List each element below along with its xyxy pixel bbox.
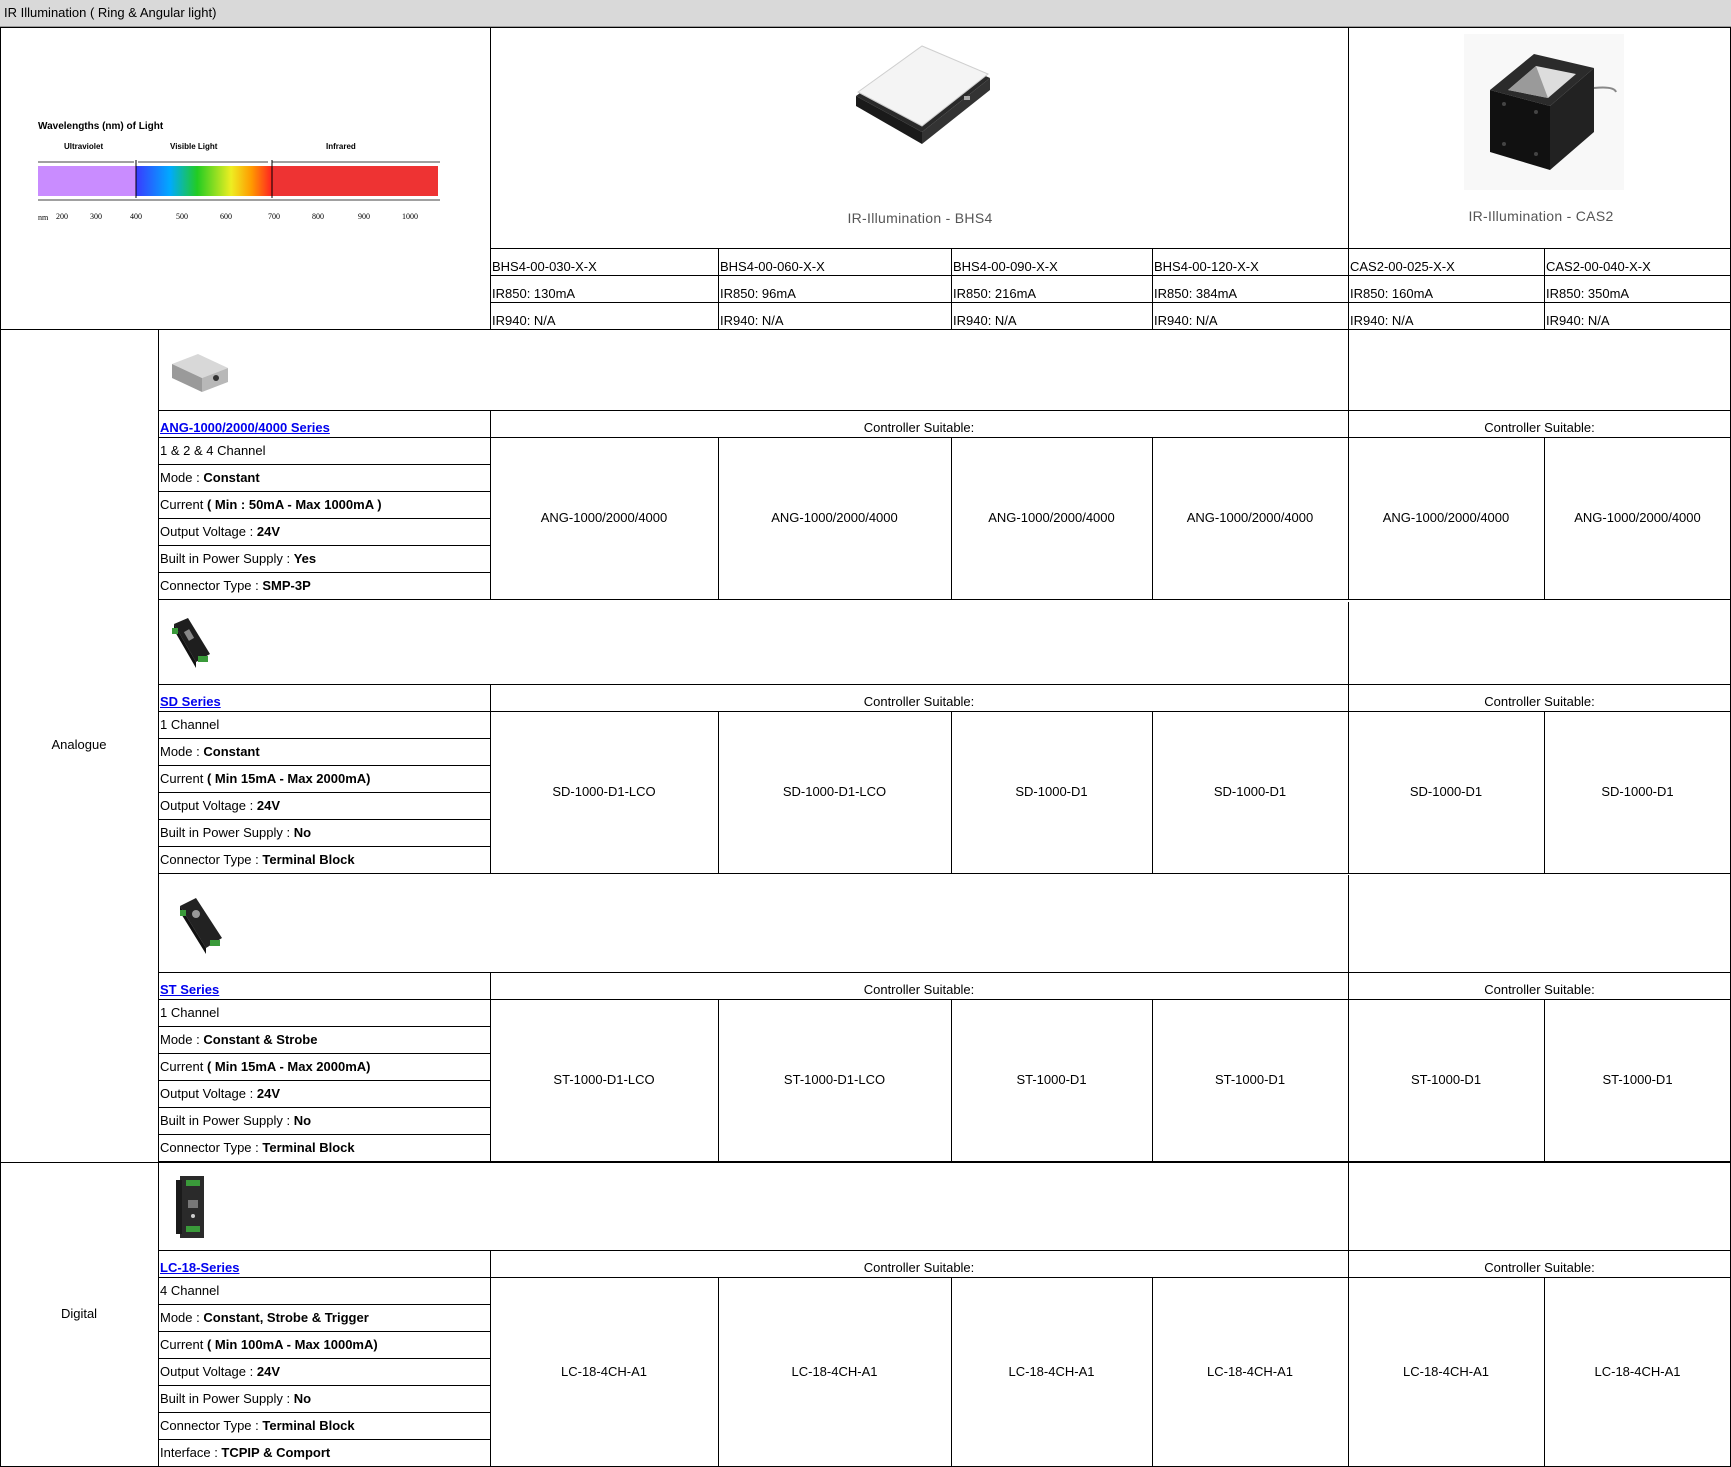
suitable-controller: ANG-1000/2000/4000	[1382, 510, 1510, 525]
grid-line	[158, 738, 490, 739]
spec-label: Output Voltage :	[160, 798, 257, 813]
spec-label: Current	[160, 771, 207, 786]
grid-line	[1348, 875, 1349, 999]
grid-line	[158, 846, 490, 847]
suitable-controller: LC-18-4CH-A1	[561, 1363, 647, 1379]
suitable-controller: SD-1000-D1	[1601, 784, 1674, 799]
controller-suitable-label: Controller Suitable:	[863, 1260, 975, 1275]
spec-value: No	[293, 1113, 312, 1128]
wavelength-spectrum	[30, 112, 450, 232]
spec-row	[160, 497, 382, 513]
grid-line	[158, 1277, 1731, 1278]
grid-line	[490, 972, 491, 1161]
grid-line	[1152, 437, 1153, 599]
spec-value: No	[293, 825, 312, 840]
spec-label: Output Voltage :	[160, 1364, 257, 1379]
grid-line	[158, 572, 490, 573]
series-link[interactable]: SD Series	[160, 694, 221, 709]
tick-label: 800	[312, 212, 324, 221]
grid-line	[951, 248, 952, 329]
controller-suitable-label: Controller Suitable:	[863, 420, 975, 435]
suitable-controller: ANG-1000/2000/4000	[988, 510, 1115, 525]
spec-label: 1 & 2 & 4 Channel	[160, 443, 266, 458]
spec-row	[160, 744, 260, 760]
cas2-product-image	[1464, 34, 1624, 190]
spec-label: Connector Type :	[160, 578, 263, 593]
suitable-controller: SD-1000-D1	[1409, 784, 1483, 799]
spec-value: Terminal Block	[262, 1418, 355, 1433]
grid-line	[1348, 1277, 1349, 1466]
cas2-caption: IR-Illumination - CAS2	[1468, 208, 1614, 224]
grid-line	[158, 1385, 490, 1386]
grid-line	[1544, 711, 1545, 873]
model-ir940: IR940: N/A	[1350, 313, 1414, 328]
grid-line	[718, 711, 719, 873]
spec-row	[160, 1364, 280, 1380]
grid-line	[158, 972, 1731, 973]
grid-line	[158, 1439, 490, 1440]
controller-suitable-label: Controller Suitable:	[1484, 982, 1595, 997]
grid-line	[0, 27, 1, 1467]
grid-line	[158, 1134, 490, 1135]
model-ir850: IR850: 130mA	[492, 286, 576, 301]
grid-line	[1348, 711, 1349, 873]
spec-row	[160, 1310, 369, 1326]
spec-label: Current	[160, 1059, 207, 1074]
spec-value: Terminal Block	[262, 1140, 355, 1155]
suitable-controller: LC-18-4CH-A1	[1403, 1363, 1489, 1379]
spec-row	[160, 1113, 311, 1129]
spec-row	[160, 771, 370, 787]
model-ir940: IR940: N/A	[492, 313, 556, 328]
tick-label: 700	[268, 212, 280, 221]
suitable-controller: LC-18-4CH-A1	[1207, 1363, 1293, 1379]
spec-label: 1 Channel	[160, 1005, 220, 1020]
grid-line	[718, 999, 719, 1161]
model-ir940: IR940: N/A	[1154, 313, 1218, 328]
spec-label: Built in Power Supply :	[160, 825, 294, 840]
grid-line	[158, 999, 1731, 1000]
suitable-controller: SD-1000-D1-LCO	[782, 784, 887, 799]
spec-label: Current	[160, 1337, 207, 1352]
spec-row	[160, 717, 219, 733]
grid-line	[158, 1107, 490, 1108]
model-ir940: IR940: N/A	[720, 313, 784, 328]
grid-line	[1152, 248, 1153, 329]
spec-label: Interface :	[160, 1445, 222, 1460]
grid-line	[718, 1277, 719, 1466]
spec-row	[160, 852, 355, 868]
ang-controller-image	[168, 350, 232, 396]
spectrum-heading: Wavelengths (nm) of Light	[38, 121, 164, 132]
spec-label: Connector Type :	[160, 1418, 263, 1433]
spec-row	[160, 798, 280, 814]
grid-line	[158, 765, 490, 766]
suitable-controller: SD-1000-D1	[1015, 784, 1088, 799]
spec-row	[160, 1059, 370, 1075]
suitable-controller: LC-18-4CH-A1	[1594, 1363, 1681, 1379]
model-name: BHS4-00-060-X-X	[720, 259, 825, 274]
spec-row	[160, 825, 311, 841]
spec-value: 24V	[256, 1364, 280, 1379]
series-link[interactable]: ST Series	[160, 982, 220, 997]
model-ir850: IR850: 216mA	[953, 286, 1037, 301]
grid-line	[0, 27, 1731, 28]
st-controller-image	[174, 894, 228, 956]
spec-value: ( Min 15mA - Max 2000mA)	[206, 771, 371, 786]
tick-label: 1000	[402, 212, 418, 221]
spec-value: Yes	[293, 551, 317, 566]
spec-row	[160, 443, 266, 459]
grid-line	[1544, 999, 1545, 1161]
tick-label: 300	[90, 212, 102, 221]
spec-row	[160, 1283, 219, 1299]
grid-line	[158, 1080, 490, 1081]
grid-line	[1544, 437, 1545, 599]
spec-row	[160, 524, 280, 540]
spec-value: Constant	[203, 470, 260, 485]
model-ir850: IR850: 160mA	[1350, 286, 1434, 301]
controller-suitable-label: Controller Suitable:	[1484, 420, 1595, 435]
grid-line	[1152, 999, 1153, 1161]
grid-line	[490, 27, 491, 329]
spec-value: Terminal Block	[262, 852, 355, 867]
model-name: CAS2-00-025-X-X	[1350, 259, 1455, 274]
spec-label: 4 Channel	[160, 1283, 220, 1298]
controller-suitable-label: Controller Suitable:	[863, 982, 975, 997]
spec-row	[160, 1391, 311, 1407]
suitable-controller: ST-1000-D1-LCO	[553, 1072, 655, 1087]
spec-row	[160, 1337, 378, 1353]
suitable-controller: ST-1000-D1	[1214, 1072, 1286, 1087]
grid-line	[158, 329, 159, 1467]
grid-line	[0, 329, 1731, 330]
suitable-controller: SD-1000-D1-LCO	[552, 784, 656, 799]
model-name: BHS4-00-120-X-X	[1154, 259, 1259, 274]
spec-row	[160, 1418, 355, 1434]
bhs4-product-image	[850, 44, 1000, 148]
sheet-title: IR Illumination ( Ring & Angular light)	[0, 0, 1731, 27]
grid-line	[158, 1250, 1731, 1251]
spec-value: ( Min : 50mA - Max 1000mA )	[206, 497, 382, 512]
tick-label: 600	[220, 212, 232, 221]
grid-line	[158, 1026, 490, 1027]
spec-label: Mode :	[160, 1310, 204, 1325]
grid-line	[158, 410, 1731, 411]
spec-value: ( Min 15mA - Max 2000mA)	[206, 1059, 371, 1074]
grid-line	[158, 684, 1731, 685]
grid-line	[158, 437, 1731, 438]
spec-value: 24V	[256, 524, 280, 539]
suitable-controller: ANG-1000/2000/4000	[1186, 510, 1314, 525]
model-ir850: IR850: 384mA	[1154, 286, 1238, 301]
grid-line	[158, 873, 1731, 874]
grid-line	[951, 437, 952, 599]
controller-suitable-label: Controller Suitable:	[1484, 1260, 1595, 1275]
grid-line	[1348, 27, 1349, 329]
grid-line	[158, 599, 1731, 600]
spec-row	[160, 1086, 280, 1102]
spec-value: TCPIP & Comport	[221, 1445, 331, 1460]
series-link[interactable]: ANG-1000/2000/4000 Series	[160, 420, 330, 435]
suitable-controller: LC-18-4CH-A1	[1008, 1363, 1095, 1379]
band-uv: Ultraviolet	[64, 142, 104, 151]
category-digital: Digital	[60, 1306, 98, 1321]
spec-value: 24V	[256, 798, 280, 813]
spec-row	[160, 1005, 219, 1021]
tick-label: 400	[130, 212, 142, 221]
spec-row	[160, 578, 311, 594]
grid-line	[951, 1277, 952, 1466]
spec-label: Mode :	[160, 470, 204, 485]
band-ir: Infrared	[326, 142, 356, 151]
grid-line	[1348, 437, 1349, 599]
grid-line	[158, 491, 490, 492]
tick-label: 500	[176, 212, 188, 221]
spec-value: 24V	[256, 1086, 280, 1101]
model-ir940: IR940: N/A	[1546, 313, 1610, 328]
model-name: BHS4-00-090-X-X	[953, 259, 1058, 274]
grid-line	[1348, 329, 1349, 437]
grid-line	[0, 1162, 1731, 1163]
spec-label: Connector Type :	[160, 1140, 263, 1155]
controller-suitable-label: Controller Suitable:	[1484, 694, 1595, 709]
tick-label: 200	[56, 212, 68, 221]
grid-line	[1152, 1277, 1153, 1466]
series-link[interactable]: LC-18-Series	[160, 1260, 240, 1275]
spec-label: 1 Channel	[160, 717, 220, 732]
grid-line	[158, 1358, 490, 1359]
grid-line	[158, 819, 490, 820]
grid-line	[1152, 711, 1153, 873]
spec-value: Constant, Strobe & Trigger	[203, 1310, 369, 1325]
grid-line	[1544, 1277, 1545, 1466]
spec-value: ( Min 100mA - Max 1000mA)	[206, 1337, 378, 1352]
spec-row	[160, 1445, 330, 1461]
spec-value: Constant	[203, 744, 260, 759]
unit-label: nm	[38, 213, 49, 222]
suitable-controller: ANG-1000/2000/4000	[1574, 510, 1701, 525]
band-visible: Visible Light	[170, 142, 218, 151]
grid-line	[158, 464, 490, 465]
suitable-controller: ST-1000-D1-LCO	[783, 1072, 886, 1087]
model-ir940: IR940: N/A	[953, 313, 1017, 328]
grid-line	[158, 1053, 490, 1054]
suitable-controller: ANG-1000/2000/4000	[540, 510, 668, 525]
model-ir850: IR850: 350mA	[1546, 286, 1630, 301]
spec-label: Built in Power Supply :	[160, 551, 294, 566]
grid-line	[1348, 602, 1349, 711]
spec-row	[160, 1140, 355, 1156]
grid-line	[1348, 1162, 1349, 1277]
model-ir850: IR850: 96mA	[720, 286, 796, 301]
grid-line	[951, 711, 952, 873]
spec-row	[160, 1032, 317, 1048]
spec-label: Connector Type :	[160, 852, 263, 867]
grid-line	[1348, 999, 1349, 1161]
lc18-controller-image	[174, 1174, 212, 1240]
spec-label: Built in Power Supply :	[160, 1391, 294, 1406]
suitable-controller: LC-18-4CH-A1	[791, 1363, 878, 1379]
spec-value: SMP-3P	[262, 578, 311, 593]
grid-line	[718, 437, 719, 599]
spec-row	[160, 470, 260, 486]
grid-line	[1544, 248, 1545, 329]
spec-value: Constant & Strobe	[203, 1032, 318, 1047]
sd-controller-image	[168, 614, 218, 670]
spec-label: Mode :	[160, 1032, 204, 1047]
spec-label: Output Voltage :	[160, 524, 257, 539]
spec-value: No	[293, 1391, 312, 1406]
grid-line	[158, 1331, 490, 1332]
model-name: BHS4-00-030-X-X	[492, 259, 597, 274]
grid-line	[158, 1304, 490, 1305]
suitable-controller: ST-1000-D1	[1410, 1072, 1482, 1087]
suitable-controller: ST-1000-D1	[1602, 1072, 1673, 1087]
spec-label: Output Voltage :	[160, 1086, 257, 1101]
grid-line	[158, 1161, 1731, 1162]
category-analogue: Analogue	[51, 737, 107, 752]
spec-label: Current	[160, 497, 207, 512]
suitable-controller: ANG-1000/2000/4000	[771, 510, 898, 525]
grid-line	[158, 518, 490, 519]
grid-line	[490, 410, 491, 599]
grid-line	[490, 1250, 491, 1466]
spec-label: Built in Power Supply :	[160, 1113, 294, 1128]
grid-line	[158, 1412, 490, 1413]
grid-line	[490, 684, 491, 873]
spec-label: Mode :	[160, 744, 204, 759]
suitable-controller: ST-1000-D1	[1016, 1072, 1087, 1087]
grid-line	[158, 711, 1731, 712]
tick-label: 900	[358, 212, 370, 221]
suitable-controller: SD-1000-D1	[1213, 784, 1287, 799]
grid-line	[951, 999, 952, 1161]
model-name: CAS2-00-040-X-X	[1546, 259, 1651, 274]
bhs4-caption: IR-Illumination - BHS4	[847, 210, 993, 226]
grid-line	[158, 545, 490, 546]
controller-suitable-label: Controller Suitable:	[863, 694, 975, 709]
grid-line	[718, 248, 719, 329]
spec-row	[160, 551, 316, 567]
grid-line	[158, 792, 490, 793]
